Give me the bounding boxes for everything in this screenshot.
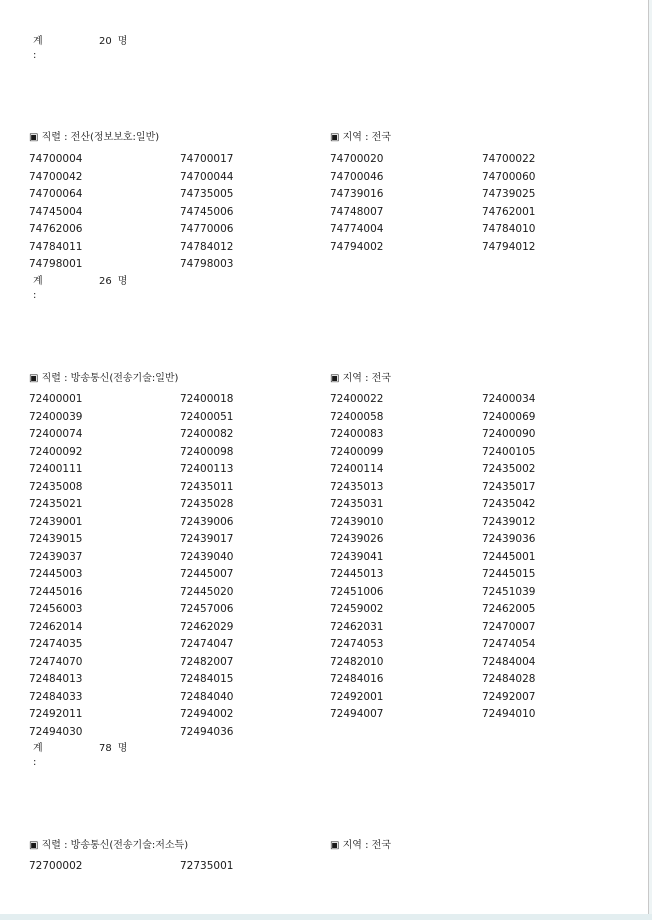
total-label: 계 :	[33, 743, 43, 768]
exam-number: 72700002	[29, 860, 83, 872]
exam-number: 74784010	[482, 223, 536, 235]
exam-number: 72400090	[482, 428, 536, 440]
exam-number: 72494010	[482, 708, 536, 720]
exam-number: 74700022	[482, 153, 536, 165]
exam-number: 72435042	[482, 498, 536, 510]
total-label: 계 :	[33, 276, 43, 301]
exam-number: 72400069	[482, 410, 536, 423]
exam-number: 74700020	[330, 153, 384, 165]
exam-number: 72474047	[180, 638, 234, 650]
exam-number: 72445003	[29, 568, 83, 580]
exam-number: 72400114	[330, 463, 384, 475]
exam-number: 72435017	[482, 480, 536, 493]
exam-number: 72484040	[180, 690, 234, 703]
page-bottom-edge	[0, 914, 652, 920]
exam-number: 72400082	[180, 428, 234, 440]
exam-number: 72400039	[29, 410, 83, 423]
exam-number: 74762006	[29, 223, 83, 235]
exam-number: 72445015	[482, 568, 536, 580]
region-header: ▣ 지역 : 전국	[330, 373, 391, 384]
exam-number: 72494036	[180, 725, 234, 738]
exam-number: 72492007	[482, 690, 536, 703]
exam-number: 72400105	[482, 445, 536, 458]
exam-number: 72474035	[29, 638, 83, 650]
exam-number: 74745004	[29, 205, 83, 218]
exam-number: 72439012	[482, 515, 536, 528]
exam-number: 72484013	[29, 673, 83, 685]
exam-number: 72400098	[180, 445, 234, 458]
exam-number: 74700042	[29, 170, 83, 183]
exam-number: 72456003	[29, 603, 83, 615]
exam-number: 74739016	[330, 188, 384, 200]
total-unit: 명	[117, 743, 128, 754]
total-label: 계 :	[33, 36, 43, 61]
exam-number: 72494002	[180, 708, 234, 720]
exam-number: 72451039	[482, 585, 536, 598]
exam-number: 74735005	[180, 188, 234, 200]
exam-number: 72435031	[330, 498, 384, 510]
region-header: ▣ 지역 : 전국	[330, 132, 391, 143]
exam-number: 72470007	[482, 620, 536, 633]
exam-number: 74770006	[180, 223, 234, 235]
exam-number: 72484033	[29, 690, 83, 703]
exam-number: 72400001	[29, 393, 83, 405]
exam-number: 72400058	[330, 410, 384, 423]
exam-number: 74700017	[180, 153, 234, 165]
exam-number: 72400092	[29, 445, 83, 458]
job-header: ▣ 직렬 : 방송통신(전송기술:일반)	[29, 373, 179, 384]
exam-number: 72462014	[29, 620, 83, 633]
exam-number: 72400022	[330, 393, 384, 405]
exam-number: 72445016	[29, 585, 83, 598]
exam-number: 74794002	[330, 240, 384, 253]
exam-number: 72484004	[482, 655, 536, 668]
exam-number: 72494007	[330, 708, 384, 720]
exam-number: 72482010	[330, 655, 384, 668]
total-value: 78	[99, 743, 112, 754]
exam-number: 72439036	[482, 533, 536, 545]
exam-number: 72735001	[180, 860, 234, 872]
exam-number: 72484028	[482, 673, 536, 685]
exam-number: 74700004	[29, 153, 83, 165]
exam-number: 72439010	[330, 515, 384, 528]
job-header: ▣ 직렬 : 방송통신(전송기술:저소득)	[29, 840, 189, 851]
exam-number: 74700064	[29, 188, 83, 200]
exam-number: 72439006	[180, 515, 234, 528]
exam-number: 72482007	[180, 655, 234, 668]
exam-number: 72400018	[180, 393, 234, 405]
exam-number: 72459002	[330, 603, 384, 615]
total-unit: 명	[117, 276, 128, 287]
exam-number: 72439017	[180, 533, 234, 545]
exam-number: 74774004	[330, 223, 384, 235]
exam-number: 74784012	[180, 240, 234, 253]
exam-number: 72445007	[180, 568, 234, 580]
exam-number: 72435028	[180, 498, 234, 510]
exam-number: 74745006	[180, 205, 234, 218]
exam-number: 72494030	[29, 725, 83, 738]
total-value: 20	[99, 36, 112, 47]
exam-number: 74798001	[29, 258, 83, 270]
exam-number: 72484016	[330, 673, 384, 685]
exam-number: 72439026	[330, 533, 384, 545]
exam-number: 72439037	[29, 550, 83, 563]
exam-number: 74762001	[482, 205, 536, 218]
exam-number: 72474054	[482, 638, 536, 650]
exam-number: 74700044	[180, 170, 234, 183]
exam-number: 72400034	[482, 393, 536, 405]
exam-number: 72439040	[180, 550, 234, 563]
region-header: ▣ 지역 : 전국	[330, 840, 391, 851]
total-unit: 명	[117, 36, 128, 47]
exam-number: 72474070	[29, 655, 83, 668]
exam-number: 72451006	[330, 585, 384, 598]
exam-number: 72457006	[180, 603, 234, 615]
exam-number: 72492001	[330, 690, 384, 703]
exam-number: 72445013	[330, 568, 384, 580]
total-value: 26	[99, 276, 112, 287]
exam-number: 74748007	[330, 205, 384, 218]
job-header: ▣ 직렬 : 전산(정보보호:일반)	[29, 132, 160, 143]
exam-number: 72492011	[29, 708, 83, 720]
exam-number: 72400099	[330, 445, 384, 458]
exam-number: 72400083	[330, 428, 384, 440]
exam-number: 72445001	[482, 550, 536, 563]
exam-number: 74739025	[482, 188, 536, 200]
exam-number: 72435013	[330, 480, 384, 493]
exam-number: 72484015	[180, 673, 234, 685]
exam-number: 72462031	[330, 620, 384, 633]
exam-number: 72439001	[29, 515, 83, 528]
exam-number: 74798003	[180, 258, 234, 270]
exam-number: 72435011	[180, 480, 234, 493]
exam-number: 72462005	[482, 603, 536, 615]
exam-number: 74700060	[482, 170, 536, 183]
exam-number: 74700046	[330, 170, 384, 183]
exam-number: 72400113	[180, 463, 234, 475]
exam-number: 74794012	[482, 240, 536, 253]
exam-number: 72435002	[482, 463, 536, 475]
exam-number: 74784011	[29, 240, 83, 253]
exam-number: 72439015	[29, 533, 83, 545]
exam-number: 72400111	[29, 463, 83, 475]
exam-number: 72435021	[29, 498, 83, 510]
exam-number: 72474053	[330, 638, 384, 650]
exam-number: 72445020	[180, 585, 234, 598]
exam-number: 72435008	[29, 480, 83, 493]
exam-number: 72400074	[29, 428, 83, 440]
exam-number: 72462029	[180, 620, 234, 633]
exam-number: 72439041	[330, 550, 384, 563]
exam-number: 72400051	[180, 410, 234, 423]
